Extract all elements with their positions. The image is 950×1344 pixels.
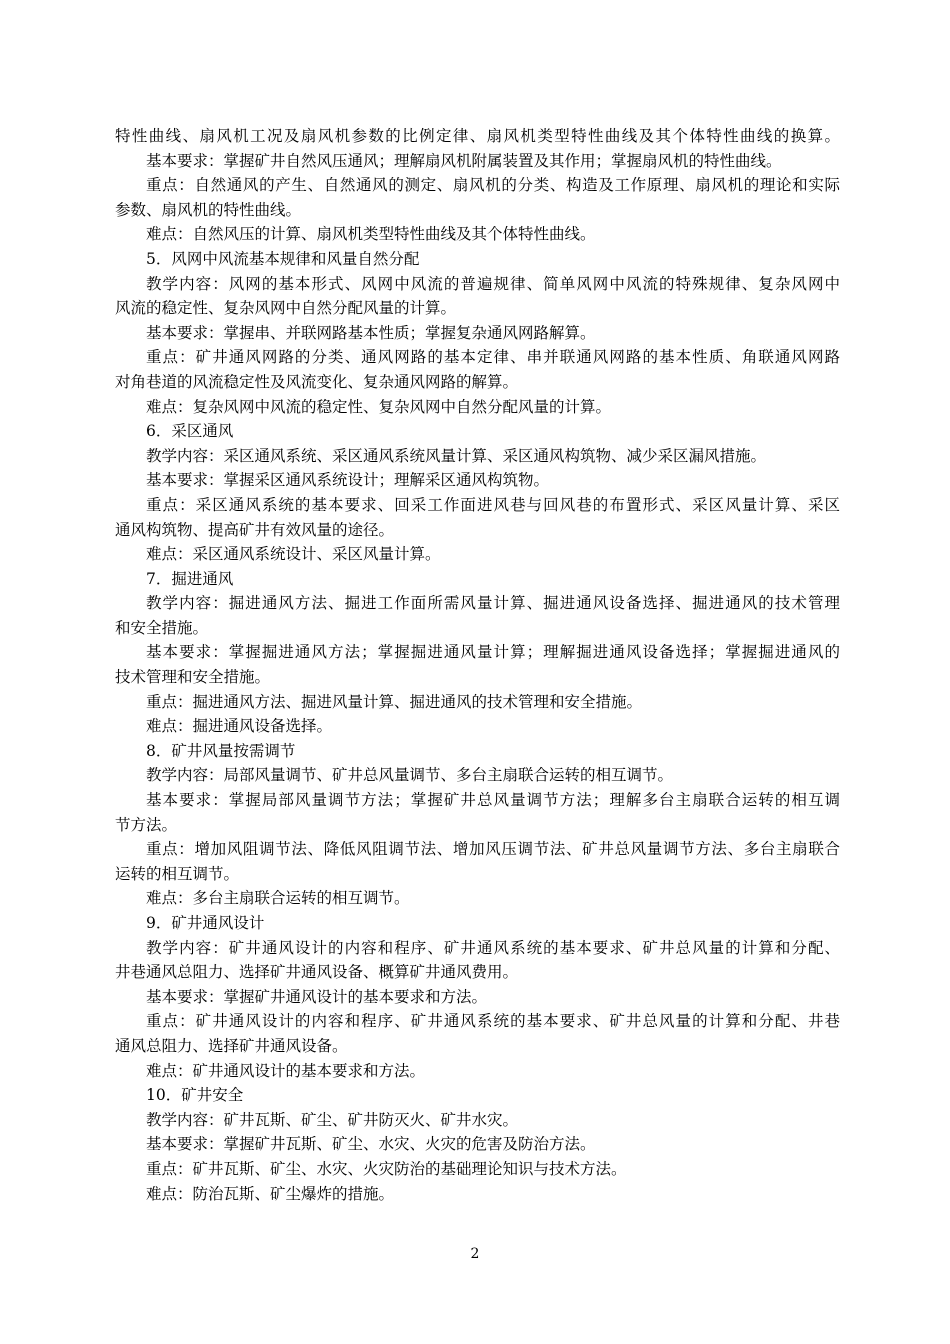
text-line: 技术管理和安全措施。 [115, 668, 271, 687]
text-line: 重点：采区通风系统的基本要求、回采工作面进风巷与回风巷的布置形式、采区风量计算、采区 [146, 495, 840, 514]
text-line: 难点：自然风压的计算、扇风机类型特性曲线及其个体特性曲线。 [146, 225, 596, 244]
text-line: 10．矿井安全 [146, 1086, 244, 1105]
text-line: 重点：增加风阻调节法、降低风阻调节法、增加风压调节法、矿井总风量调节方法、多台主扇联合 [146, 840, 840, 859]
text-line: 基本要求：掌握掘进通风方法；掌握掘进通风量计算；理解掘进通风设备选择；掌握掘进通风的 [146, 643, 840, 662]
text-line: 和安全措施。 [115, 618, 209, 637]
text-line: 难点：复杂风网中风流的稳定性、复杂风网中自然分配风量的计算。 [146, 397, 612, 416]
text-line: 教学内容：局部风量调节、矿井总风量调节、多台主扇联合运转的相互调节。 [146, 766, 674, 785]
text-line: 对角巷道的风流稳定性及风流变化、复杂通风网路的解算。 [115, 372, 519, 391]
text-line: 重点：自然通风的产生、自然通风的测定、扇风机的分类、构造及工作原理、扇风机的理论和实际 [146, 176, 840, 195]
text-line: 基本要求：掌握矿井自然风压通风；理解扇风机附属装置及其作用；掌握扇风机的特性曲线。 [146, 151, 782, 170]
text-line: 9．矿井通风设计 [146, 914, 265, 932]
text-line: 重点：矿井瓦斯、矿尘、水灾、火灾防治的基础理论知识与技术方法。 [146, 1159, 627, 1178]
text-line: 基本要求：掌握串、并联网路基本性质；掌握复杂通风网路解算。 [146, 323, 596, 342]
text-line: 8．矿井风量按需调节 [146, 741, 296, 760]
text-line: 节方法。 [115, 815, 178, 834]
text-line: 难点：多台主扇联合运转的相互调节。 [146, 889, 410, 908]
text-line: 参数、扇风机的特性曲线。 [115, 200, 302, 219]
text-line: 通风构筑物、提高矿井有效风量的途径。 [115, 520, 395, 539]
text-line: 基本要求：掌握局部风量调节方法；掌握矿井总风量调节方法；理解多台主扇联合运转的相互调 [146, 791, 840, 810]
text-line: 重点：矿井通风网路的分类、通风网路的基本定律、串并联通风网路的基本性质、角联通风网路 [146, 348, 840, 367]
text-line: 基本要求：掌握采区通风系统设计；理解采区通风构筑物。 [146, 471, 550, 490]
text-line: 教学内容：掘进通风方法、掘进工作面所需风量计算、掘进通风设备选择、掘进通风的技术管理 [146, 594, 840, 613]
text-line: 5．风网中风流基本规律和风量自然分配 [146, 249, 420, 268]
text-line: 6．采区通风 [146, 422, 234, 441]
page-number: 2 [470, 1246, 480, 1262]
text-line: 教学内容：采区通风系统、采区通风系统风量计算、采区通风构筑物、减少采区漏风措施。 [146, 446, 767, 465]
text-line: 教学内容：矿井瓦斯、矿尘、矿井防灭火、矿井水灾。 [146, 1110, 519, 1129]
text-line: 难点：采区通风系统设计、采区风量计算。 [146, 545, 441, 564]
text-line: 通风总阻力、选择矿井通风设备。 [115, 1036, 348, 1055]
text-line: 重点：掘进通风方法、掘进风量计算、掘进通风的技术管理和安全措施。 [146, 692, 643, 711]
text-line: 井巷通风总阻力、选择矿井通风设备、概算矿井通风费用。 [115, 963, 519, 982]
text-line: 基本要求：掌握矿井瓦斯、矿尘、水灾、火灾的危害及防治方法。 [146, 1135, 596, 1154]
text-line: 重点：矿井通风设计的内容和程序、矿井通风系统的基本要求、矿井总风量的计算和分配、井巷 [146, 1012, 840, 1031]
text-line: 教学内容：矿井通风设计的内容和程序、矿井通风系统的基本要求、矿井总风量的计算和分配、 [146, 938, 840, 957]
text-line: 风流的稳定性、复杂风网中自然分配风量的计算。 [115, 299, 457, 318]
text-line: 难点：防治瓦斯、矿尘爆炸的措施。 [146, 1184, 395, 1203]
text-line: 基本要求：掌握矿井通风设计的基本要求和方法。 [146, 987, 488, 1006]
text-line: 特性曲线、扇风机工况及扇风机参数的比例定律、扇风机类型特性曲线及其个体特性曲线的换算。 [115, 127, 840, 145]
text-line: 7．掘进通风 [146, 569, 234, 588]
text-line: 运转的相互调节。 [115, 864, 240, 883]
text-line: 教学内容：风网的基本形式、风网中风流的普遍规律、简单风网中风流的特殊规律、复杂风网中 [146, 274, 840, 293]
text-line: 难点：矿井通风设计的基本要求和方法。 [146, 1061, 426, 1080]
text-line: 难点：掘进通风设备选择。 [146, 717, 333, 736]
document-body [115, 124, 840, 1206]
